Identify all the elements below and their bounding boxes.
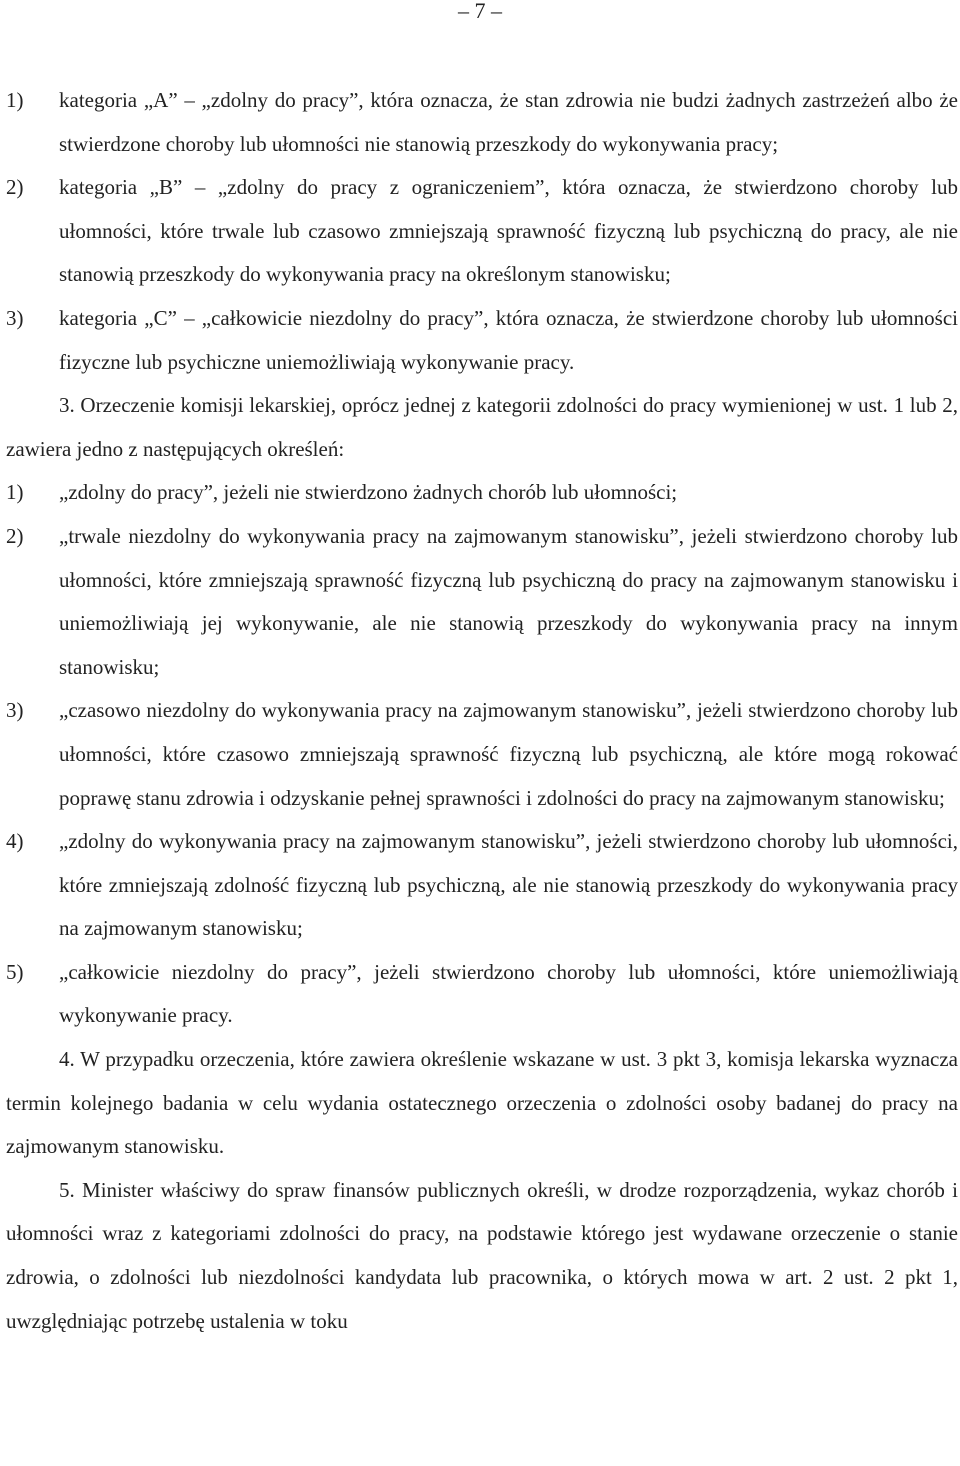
item-text: „czasowo niezdolny do wykonywania pracy na zajmowanym stanowisku”, jeżeli stwierdzono choroby lub ułomności, które czasowo zmniejszają sprawność fizyczną lub psychiczną, ale które mogą rokować poprawę stanu zdrowia i odzyskanie pełnej sprawności i zdolności do pracy na zajmowanym stanowisku; xyxy=(59,698,958,810)
category-item-c xyxy=(6,297,958,384)
item-number: 1) xyxy=(6,88,24,112)
page-number: – 7 – xyxy=(458,0,502,23)
item-number: 2) xyxy=(6,175,24,200)
determination-item-2 xyxy=(6,515,958,689)
category-item-a xyxy=(6,79,958,166)
item-text: „całkowicie niezdolny do pracy”, jeżeli stwierdzono choroby lub ułomności, które uniemożliwiają wykonywanie pracy. xyxy=(59,959,958,1028)
paragraph-3: 3. Orzeczenie komisji lekarskiej, oprócz jednej z kategorii zdolności do pracy wymienionej w ust. 1 lub 2, zawiera jedno z następujących określeń: xyxy=(6,393,958,461)
determination-item-1 xyxy=(6,471,958,515)
document-body xyxy=(6,79,958,1343)
paragraph-5: 5. Minister właściwy do spraw finansów publicznych określi, w drodze rozporządzenia, wykaz chorób i ułomności wraz z kategoriami zdolności do pracy, na podstawie którego jest wydawane orzeczenie o stanie zdrowia, o zdolności lub niezdolności kandydata lub pracownika, o których mowa w art. 2 ust. 2 pkt 1, uwzględniając potrzebę ustalenia w toku xyxy=(6,1177,958,1333)
item-text: kategoria „B” – „zdolny do pracy z ograniczeniem”, która oznacza, że stwierdzono choroby lub ułomności, które trwale lub czasowo zmniejszają sprawność fizyczną lub psychiczną do pracy, ale nie stanowią przeszkody do wykonywania pracy na określonym stanowisku; xyxy=(59,175,958,287)
item-text: kategoria „C” – „całkowicie niezdolny do pracy”, która oznacza, że stwierdzone choroby lub ułomności fizyczne lub psychiczne uniemożliwiają wykonywanie pracy. xyxy=(59,305,958,374)
determination-item-4 xyxy=(6,820,958,951)
item-text: „trwale niezdolny do wykonywania pracy na zajmowanym stanowisku”, jeżeli stwierdzono choroby lub ułomności, które zmniejszają sprawność fizyczną lub psychiczną do pracy na zajmowanym stanowisku i uniemożliwiają jej wykonywanie, ale nie stanowią przeszkody do wykonywania pracy na innym stanowisku; xyxy=(59,523,958,679)
item-number: 3) xyxy=(6,305,24,330)
paragraph-4: 4. W przypadku orzeczenia, które zawiera określenie wskazane w ust. 3 pkt 3, komisja lekarska wyznacza termin kolejnego badania w celu wydania ostatecznego orzeczenia o zdolności osoby badanej do pracy na zajmowanym stanowisku. xyxy=(6,1047,958,1159)
item-text: „zdolny do pracy”, jeżeli nie stwierdzono żadnych chorób lub ułomności; xyxy=(59,480,678,505)
category-item-b xyxy=(6,166,958,297)
item-text: kategoria „A” – „zdolny do pracy”, która oznacza, że stan zdrowia nie budzi żadnych zastrzeżeń albo że stwierdzone choroby lub ułomności nie stanowią przeszkody do wykonywania pracy; xyxy=(59,88,958,156)
item-number: 1) xyxy=(6,480,24,505)
item-number: 4) xyxy=(6,829,24,854)
determination-item-5 xyxy=(6,951,958,1038)
item-number: 2) xyxy=(6,523,24,548)
item-number: 5) xyxy=(6,959,24,984)
item-text: „zdolny do wykonywania pracy na zajmowanym stanowisku”, jeżeli stwierdzono choroby lub ułomności, które zmniejszają zdolność fizyczną lub psychiczną, ale nie stanowią przeszkody do wykonywania pracy na zajmowanym stanowisku; xyxy=(59,829,958,941)
determination-item-3 xyxy=(6,689,958,820)
item-number: 3) xyxy=(6,698,24,723)
